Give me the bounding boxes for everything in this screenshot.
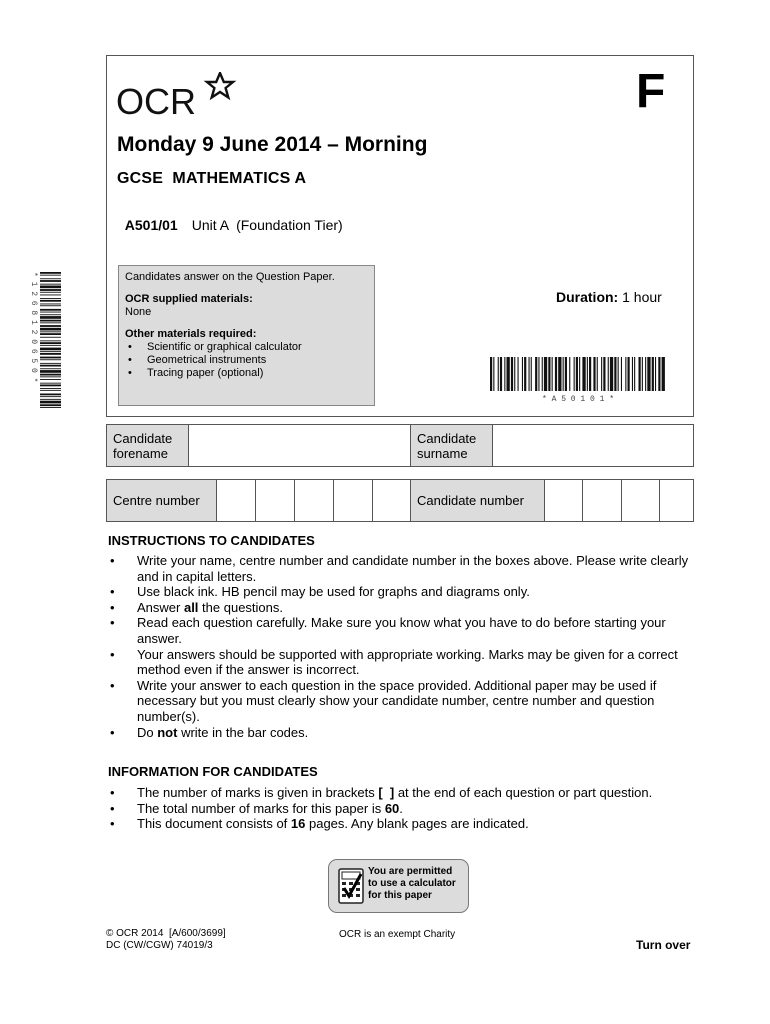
information-item: • The number of marks is given in brackets [ ] at the end of each question or part question. — [108, 785, 668, 801]
materials-box — [118, 265, 375, 406]
side-barcode-bar — [40, 286, 61, 289]
barcode-bar — [518, 357, 519, 391]
barcode-bar — [514, 357, 515, 391]
barcode-bar — [652, 357, 654, 391]
instruction-item: • Read each question carefully. Make sure you know what you have to do before starting your answer. — [108, 615, 698, 646]
material-item: • Geometrical instruments — [125, 354, 368, 367]
barcode-bar — [634, 357, 635, 391]
instructions-list — [108, 553, 698, 740]
svg-text:OCR: OCR — [116, 81, 196, 122]
barcode-bar — [628, 357, 630, 391]
barcode-bar — [538, 357, 539, 391]
subject-title: GCSE MATHEMATICS A — [117, 170, 307, 187]
information-title: INFORMATION FOR CANDIDATES — [108, 764, 318, 779]
barcode-bar — [621, 357, 622, 391]
barcode-bar — [569, 357, 570, 391]
side-barcode-bar — [40, 304, 61, 305]
duration-label: Duration: — [556, 289, 619, 305]
side-barcode-bar — [40, 351, 61, 352]
calculator-notice: You are permitted to use a calculator for this paper — [368, 866, 456, 901]
candidate-number-row — [106, 479, 694, 522]
instructions-title: INSTRUCTIONS TO CANDIDATES — [108, 533, 315, 548]
side-barcode-bar — [40, 309, 61, 311]
barcode-bar — [597, 357, 598, 391]
barcode-bar — [645, 357, 646, 391]
barcode-bar — [587, 357, 588, 391]
side-barcode-bar — [40, 325, 61, 327]
surname-label: Candidate surname — [411, 425, 493, 466]
barcode-bar — [531, 357, 532, 391]
candidate-digit-box[interactable] — [545, 480, 583, 521]
barcode-bar — [603, 357, 605, 391]
calculator-icon — [338, 868, 364, 904]
forename-field[interactable] — [189, 425, 411, 466]
side-barcode-bar — [40, 394, 61, 396]
centre-digit-box[interactable] — [295, 480, 334, 521]
candidate-digit-box[interactable] — [583, 480, 622, 521]
side-barcode-bar — [40, 278, 61, 279]
side-barcode-caption: * 1 2 6 8 1 2 0 6 5 0 * — [29, 272, 38, 383]
side-barcode-bar — [40, 292, 61, 293]
instruction-item: • Do not write in the bar codes. — [108, 725, 698, 741]
barcode-bar — [574, 357, 575, 391]
side-barcode-bar — [40, 353, 61, 355]
candidate-digit-box[interactable] — [622, 480, 660, 521]
barcode-bar — [593, 357, 595, 391]
side-barcode-bar — [40, 305, 61, 306]
side-barcode — [28, 270, 62, 410]
barcode-bar — [544, 357, 547, 391]
side-barcode-bar — [40, 379, 61, 380]
exam-date: Monday 9 June 2014 – Morning — [117, 133, 428, 156]
side-barcode-bar — [40, 316, 61, 319]
side-barcode-bar — [40, 275, 61, 276]
information-list — [108, 785, 668, 832]
calculator-permitted-badge — [328, 859, 469, 913]
materials-intro: Candidates answer on the Question Paper. — [125, 271, 335, 283]
barcode-bar — [642, 357, 643, 391]
barcode-bar — [548, 357, 550, 391]
copyright: © OCR 2014 [A/600/3699] — [106, 928, 226, 939]
barcode-bar — [490, 357, 492, 391]
other-materials-heading: Other materials required: — [125, 328, 257, 340]
supplied-materials-value: None — [125, 306, 152, 318]
centre-digit-box[interactable] — [334, 480, 373, 521]
barcode-bar — [563, 357, 564, 391]
candidate-number-label: Candidate number — [411, 480, 545, 521]
side-barcode-bar — [40, 385, 61, 387]
material-item: • Scientific or graphical calculator — [125, 341, 368, 354]
side-barcode-bar — [40, 370, 61, 373]
side-barcode-bar — [40, 300, 61, 302]
barcode-bar — [555, 357, 557, 391]
barcode-bar — [558, 357, 561, 391]
barcode-bar — [582, 357, 585, 391]
barcode-bar — [498, 357, 499, 391]
side-barcode-bar — [40, 295, 61, 296]
barcode-bar — [614, 357, 616, 391]
barcode-bar — [542, 357, 543, 391]
footer-left — [106, 928, 226, 952]
instruction-item: • Your answers should be supported with appropriate working. Marks may be given for a correct method even if the answer is incorrect. — [108, 647, 698, 678]
barcode-bar — [504, 357, 505, 391]
centre-digit-box[interactable] — [256, 480, 295, 521]
side-barcode-bar — [40, 320, 61, 322]
barcode-bar — [529, 357, 530, 391]
duration-value: 1 hour — [622, 289, 662, 305]
side-barcode-bar — [40, 312, 61, 313]
unit-name: Unit A (Foundation Tier) — [191, 217, 343, 233]
side-barcode-bar — [40, 333, 61, 335]
information-item: • This document consists of 16 pages. Any blank pages are indicated. — [108, 816, 668, 832]
barcode-bar — [522, 357, 523, 391]
barcode-bar — [632, 357, 633, 391]
side-barcode-bar — [40, 357, 61, 359]
side-barcode-bar — [40, 331, 61, 332]
side-barcode-bar — [40, 401, 61, 404]
instruction-item: • Answer all the questions. — [108, 600, 698, 616]
side-barcode-bar — [40, 342, 61, 344]
barcode-bar — [589, 357, 591, 391]
charity-note: OCR is an exempt Charity — [339, 929, 456, 940]
information-item: • The total number of marks for this paper is 60. — [108, 801, 668, 817]
side-barcode-bar — [40, 289, 61, 291]
barcode-bar — [618, 357, 619, 391]
side-barcode-bar — [40, 368, 61, 369]
side-barcode-bar — [40, 298, 61, 299]
instruction-item: • Write your name, centre number and candidate number in the boxes above. Please write clearly and in capital letters. — [108, 553, 698, 584]
centre-digit-box[interactable] — [217, 480, 256, 521]
side-barcode-bar — [40, 388, 61, 389]
supplied-materials-heading: OCR supplied materials: — [125, 293, 253, 305]
side-barcode-bar — [40, 390, 61, 391]
unit-line — [117, 201, 343, 233]
barcode-bar — [576, 357, 578, 391]
barcode-bar — [579, 357, 580, 391]
side-barcode-bar — [40, 345, 61, 346]
barcode-bar — [511, 357, 513, 391]
barcode-caption: * A 5 0 1 0 1 * — [541, 395, 615, 403]
side-barcode-bar — [40, 374, 61, 376]
barcode-bar — [608, 357, 609, 391]
side-barcode-bar — [40, 314, 61, 315]
forename-label: Candidate forename — [107, 425, 189, 466]
duration — [556, 289, 662, 305]
barcode-bar — [507, 357, 510, 391]
side-barcode-bar — [40, 383, 61, 384]
side-barcode-bar — [40, 365, 61, 367]
surname-field[interactable] — [493, 425, 693, 466]
barcode-bar — [535, 357, 537, 391]
turn-over: Turn over — [636, 938, 691, 952]
barcode-bar — [552, 357, 553, 391]
ocr-logo — [116, 72, 246, 122]
side-barcode-bar — [40, 348, 61, 351]
side-barcode-bar — [40, 363, 61, 364]
unit-code: A501/01 — [124, 217, 178, 233]
candidate-name-row — [106, 424, 694, 467]
barcode-bar — [493, 357, 494, 391]
side-barcode-bar — [40, 407, 61, 408]
side-barcode-bar — [40, 340, 61, 341]
side-barcode-bar — [40, 284, 61, 285]
barcode-bar — [601, 357, 602, 391]
dc-code: DC (CW/CGW) 74019/3 — [106, 940, 213, 951]
instruction-item: • Use black ink. HB pencil may be used for graphs and diagrams only. — [108, 584, 698, 600]
side-barcode-bar — [40, 376, 61, 377]
barcode-bar — [565, 357, 567, 391]
tier-letter: F — [636, 65, 666, 118]
centre-number-label: Centre number — [107, 480, 217, 521]
instruction-item: • Write your answer to each question in the space provided. Additional paper may be used if necessary but you must clearly show your candidate number, centre number and question number(s). — [108, 678, 698, 725]
barcode-bar — [658, 357, 660, 391]
side-barcode-bar — [40, 404, 61, 406]
material-item: • Tracing paper (optional) — [125, 367, 368, 380]
candidate-digit-box[interactable] — [660, 480, 693, 521]
barcode-bar — [662, 357, 665, 391]
barcode-bar — [625, 357, 626, 391]
barcode-bar — [655, 357, 656, 391]
side-barcode-bar — [40, 328, 61, 331]
barcode-bar — [610, 357, 613, 391]
side-barcode-bar — [40, 272, 61, 274]
side-barcode-bar — [40, 280, 61, 282]
side-barcode-bar — [40, 396, 61, 397]
centre-digit-box[interactable] — [373, 480, 411, 521]
side-barcode-bar — [40, 322, 61, 323]
side-barcode-bar — [40, 337, 61, 338]
barcode-bar — [639, 357, 641, 391]
side-barcode-bar — [40, 359, 61, 360]
barcode-bar — [500, 357, 502, 391]
barcode-bar — [524, 357, 526, 391]
side-barcode-bar — [40, 399, 61, 400]
barcode-bar — [647, 357, 650, 391]
paper-barcode — [488, 357, 668, 403]
